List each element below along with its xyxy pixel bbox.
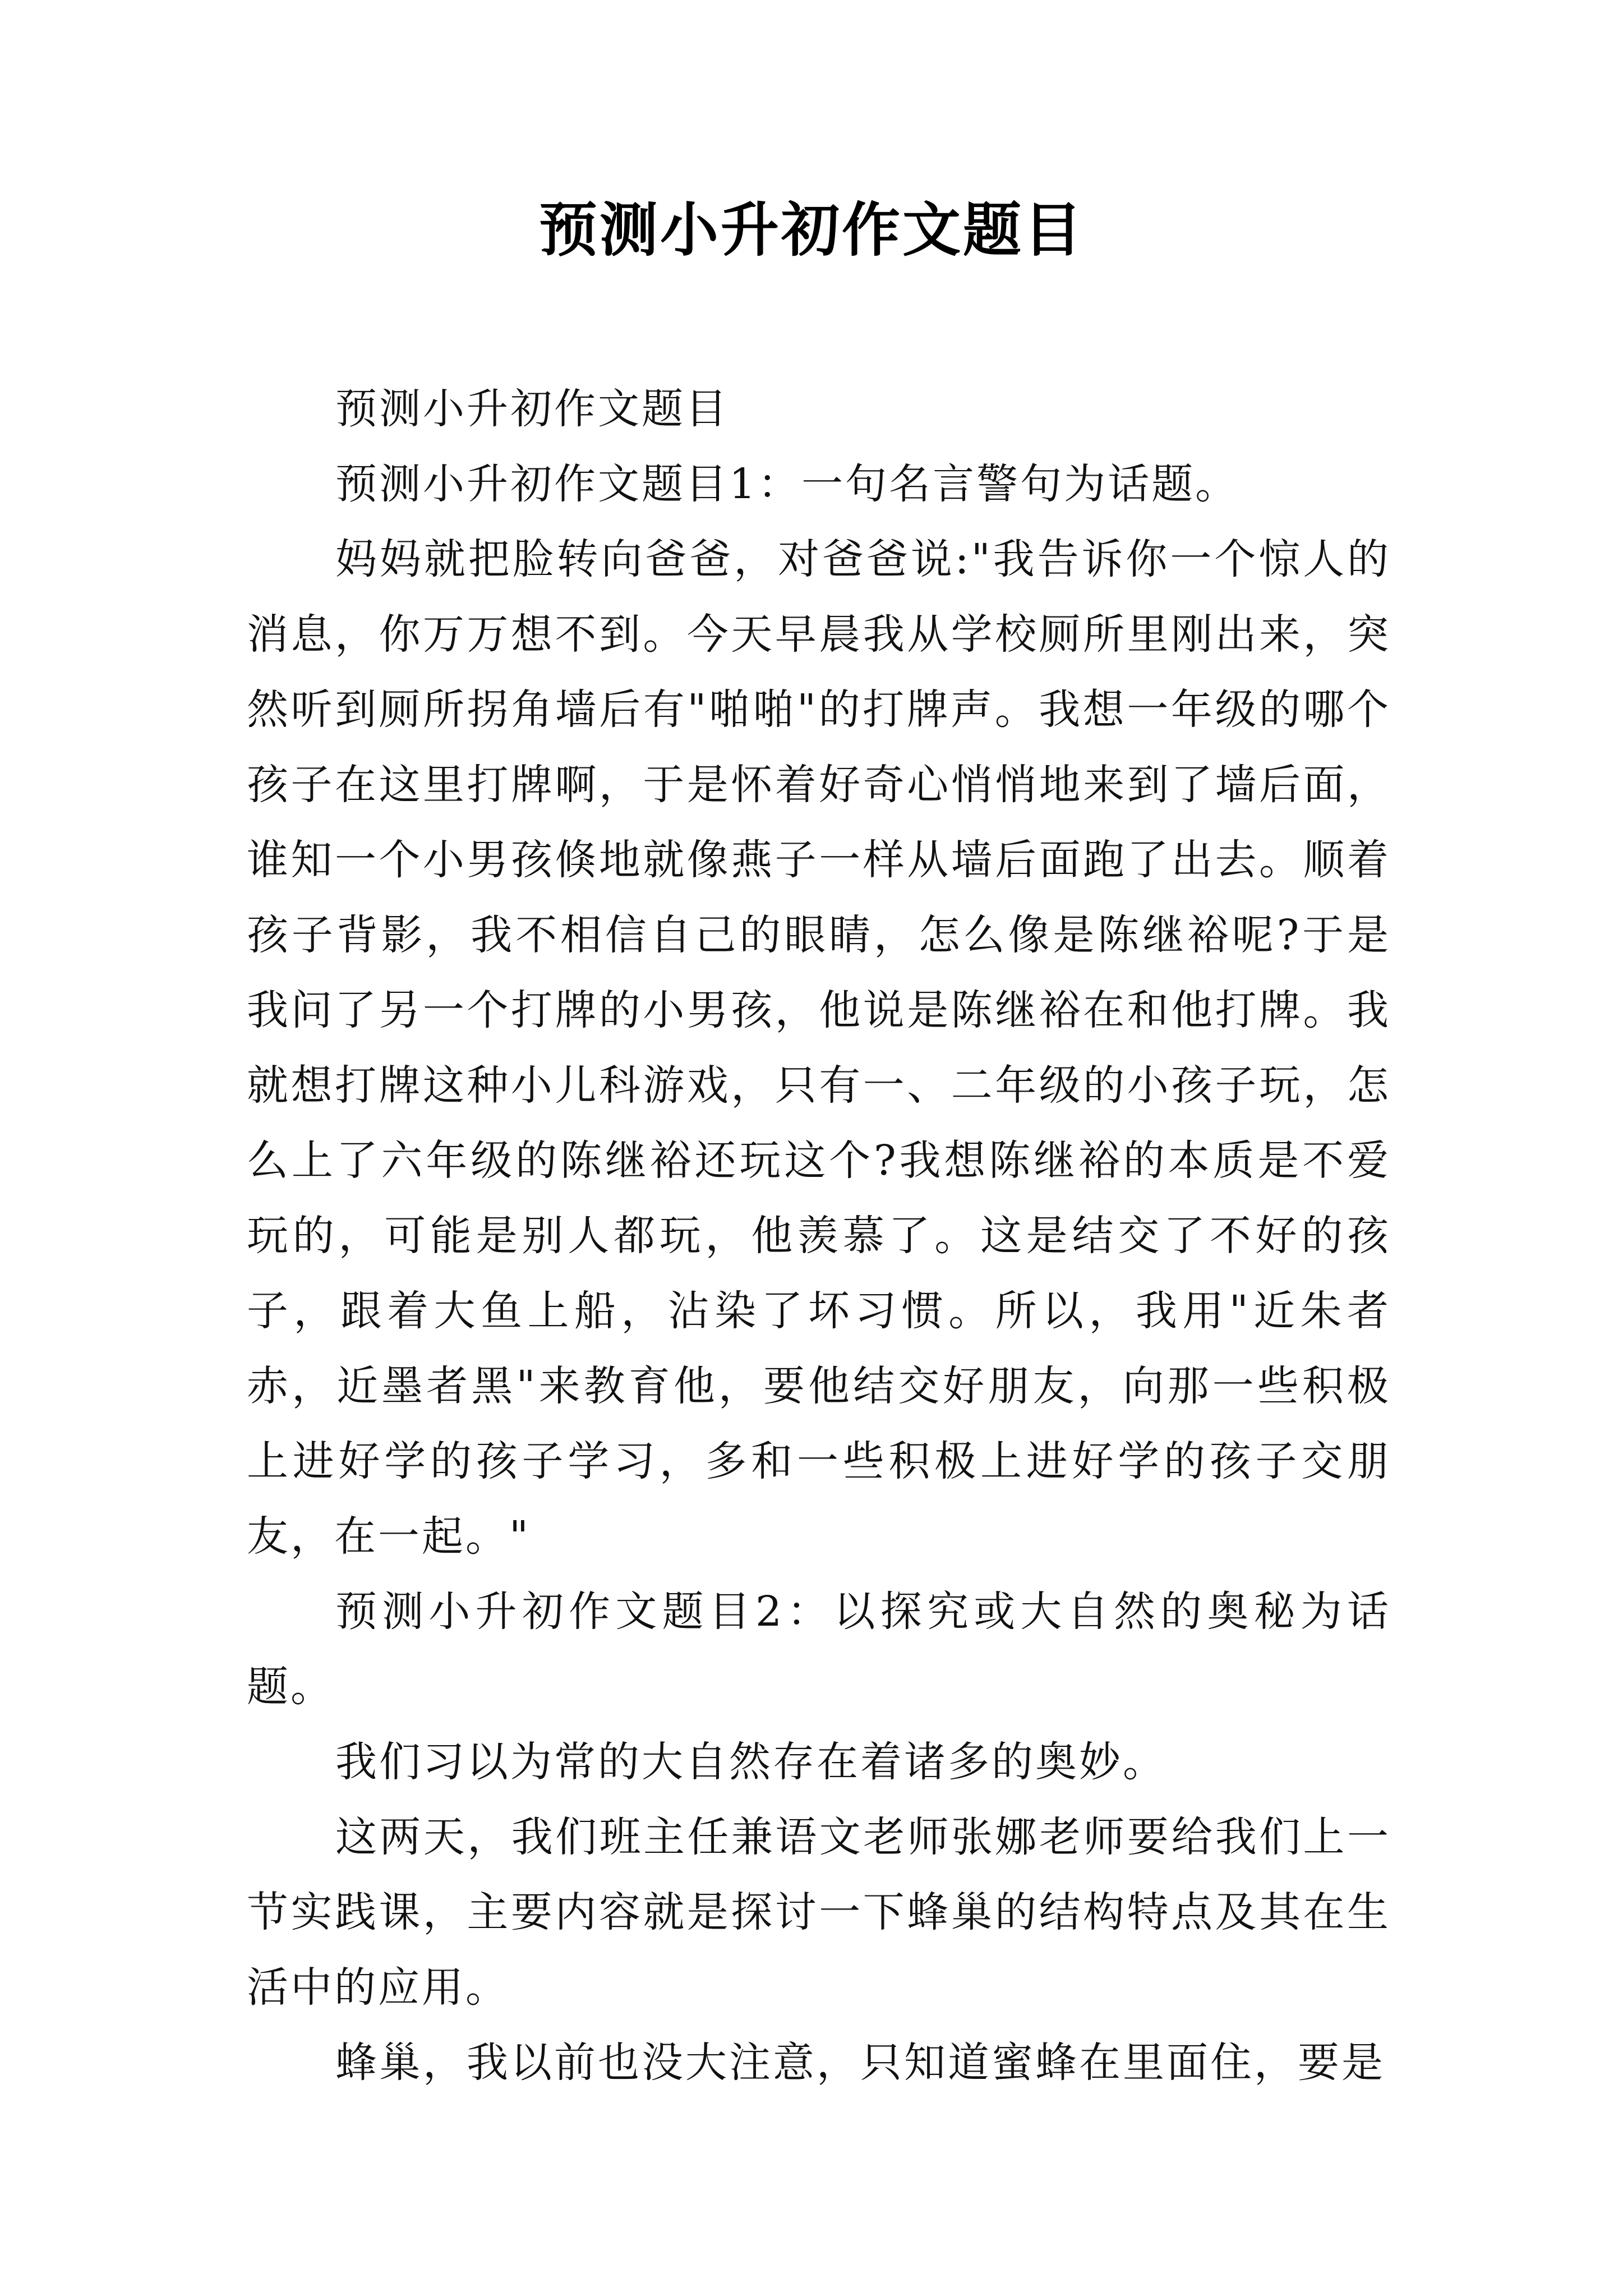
document-body (247, 371, 1391, 2100)
paragraph-practice-class: 这两天，我们班主任兼语文老师张娜老师要给我们上一节实践课，主要内容就是探讨一下蜂巢的结构特点及其在生活中的应用。 (247, 1813, 1391, 2012)
paragraph-topic-1: 预测小升初作文题目1：一句名言警句为话题。 (335, 460, 1239, 508)
paragraph-nature-intro: 我们习以为常的大自然存在着诸多的奥妙。 (335, 1738, 1166, 1786)
paragraph-beehive: 蜂巢，我以前也没大注意，只知道蜜蜂在里面住，要是 (335, 2039, 1385, 2087)
paragraph-heading-repeat: 预测小升初作文题目 (335, 385, 729, 433)
paragraph-topic-2: 预测小升初作文题目2：以探究或大自然的奥秘为话题。 (247, 1588, 1391, 1711)
paragraph-story-1: 妈妈就把脸转向爸爸，对爸爸说:"我告诉你一个惊人的消息，你万万想不到。今天早晨我从学校厕所里刚出来，突然听到厕所拐角墙后有"啪啪"的打牌声。我想一年级的哪个孩子在这里打牌啊，于是怀着好奇心悄悄地来到了墙后面，谁知一个小男孩倏地就像燕子一样从墙后面跑了出去。顺着孩子背影，我不相信自己的眼睛，怎么像是陈继裕呢?于是我问了另一个打牌的小男孩，他说是陈继裕在和他打牌。我就想打牌这种小儿科游戏，只有一、二年级的小孩子玩，怎么上了六年级的陈继裕还玩这个?我想陈继裕的本质是不爱玩的，可能是别人都玩，他羡慕了。这是结交了不好的孩子，跟着大鱼上船，沾染了坏习惯。所以，我用"近朱者赤，近墨者黑"来教育他，要他结交好朋友，向那一些积极上进好学的孩子学习，多和一些积极上进好学的孩子交朋友，在一起。" (247, 535, 1391, 1561)
document-title: 预测小升初作文题目 (538, 195, 1084, 264)
